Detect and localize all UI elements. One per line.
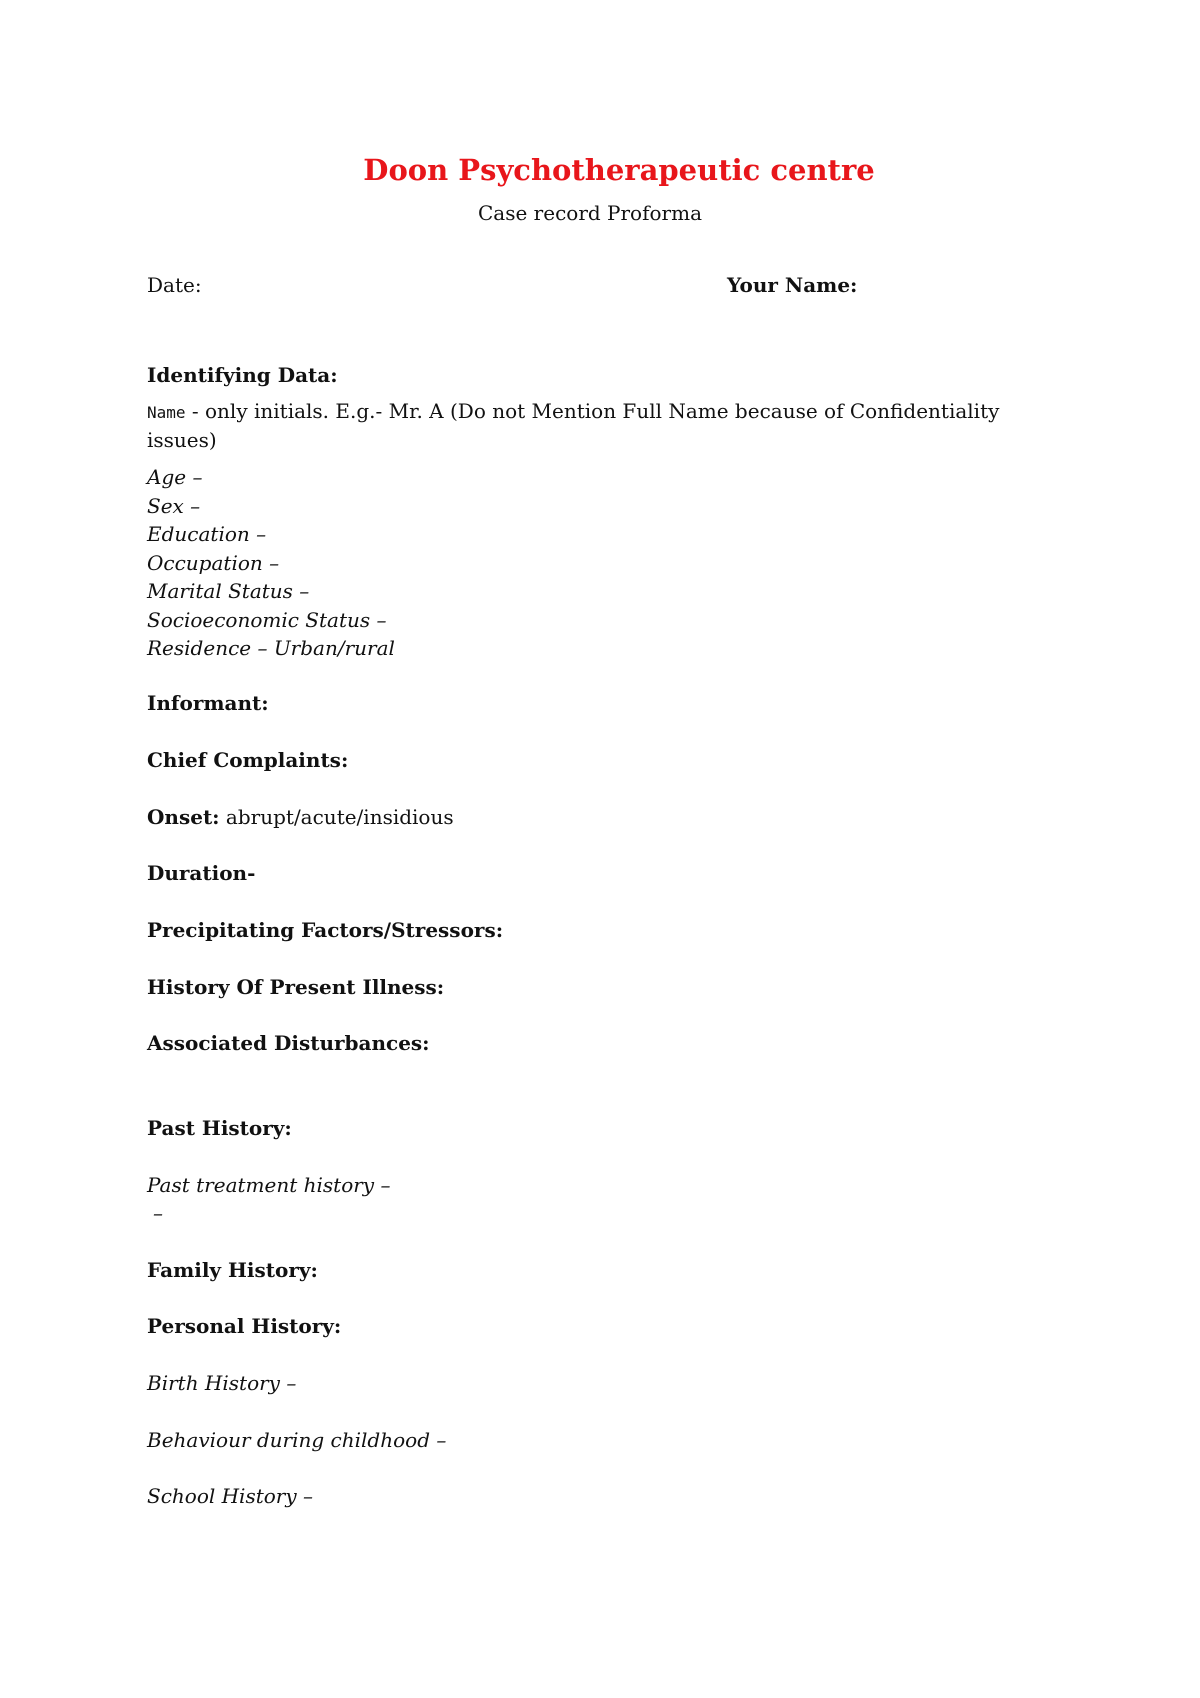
past-history-dash: –	[153, 1201, 163, 1225]
personal-history-heading: Personal History:	[147, 1314, 342, 1338]
field-marital-status: Marital Status –	[147, 579, 310, 603]
onset-label: Onset:	[147, 805, 220, 829]
behaviour-during-childhood: Behaviour during childhood –	[147, 1428, 447, 1452]
onset-line	[147, 805, 454, 829]
identifying-fields-list	[147, 463, 395, 663]
name-note-line2: issues)	[147, 428, 217, 452]
duration-heading: Duration-	[147, 861, 256, 885]
history-present-illness-heading: History Of Present Illness:	[147, 975, 445, 999]
informant-heading: Informant:	[147, 691, 269, 715]
field-socioeconomic-status: Socioeconomic Status –	[147, 607, 387, 632]
name-instruction	[147, 399, 999, 423]
identifying-data-heading: Identifying Data:	[147, 363, 338, 387]
family-history-heading: Family History:	[147, 1258, 318, 1282]
name-label: Name	[147, 403, 186, 422]
document-subtitle: Case record Proforma	[478, 201, 702, 225]
past-history-heading: Past History:	[147, 1116, 292, 1140]
date-label: Date:	[147, 273, 202, 297]
precipitating-factors-heading: Precipitating Factors/Stressors:	[147, 918, 504, 942]
chief-complaints-heading: Chief Complaints:	[147, 748, 349, 772]
field-sex: Sex –	[147, 493, 201, 518]
field-residence: Residence – Urban/rural	[147, 636, 395, 660]
field-occupation: Occupation –	[147, 550, 280, 575]
associated-disturbances-heading: Associated Disturbances:	[147, 1031, 430, 1055]
past-treatment-history: Past treatment history –	[147, 1173, 391, 1197]
onset-value: abrupt/acute/insidious	[219, 805, 454, 829]
field-education: Education –	[147, 522, 267, 546]
birth-history: Birth History –	[147, 1371, 297, 1395]
field-age: Age –	[147, 465, 203, 489]
school-history: School History –	[147, 1484, 314, 1508]
document-title: Doon Psychotherapeutic centre	[363, 153, 875, 187]
your-name-label: Your Name:	[727, 273, 858, 297]
name-note-line1: - only initials. E.g.- Mr. A (Do not Mention Full Name because of Confidentiality	[185, 399, 1000, 423]
